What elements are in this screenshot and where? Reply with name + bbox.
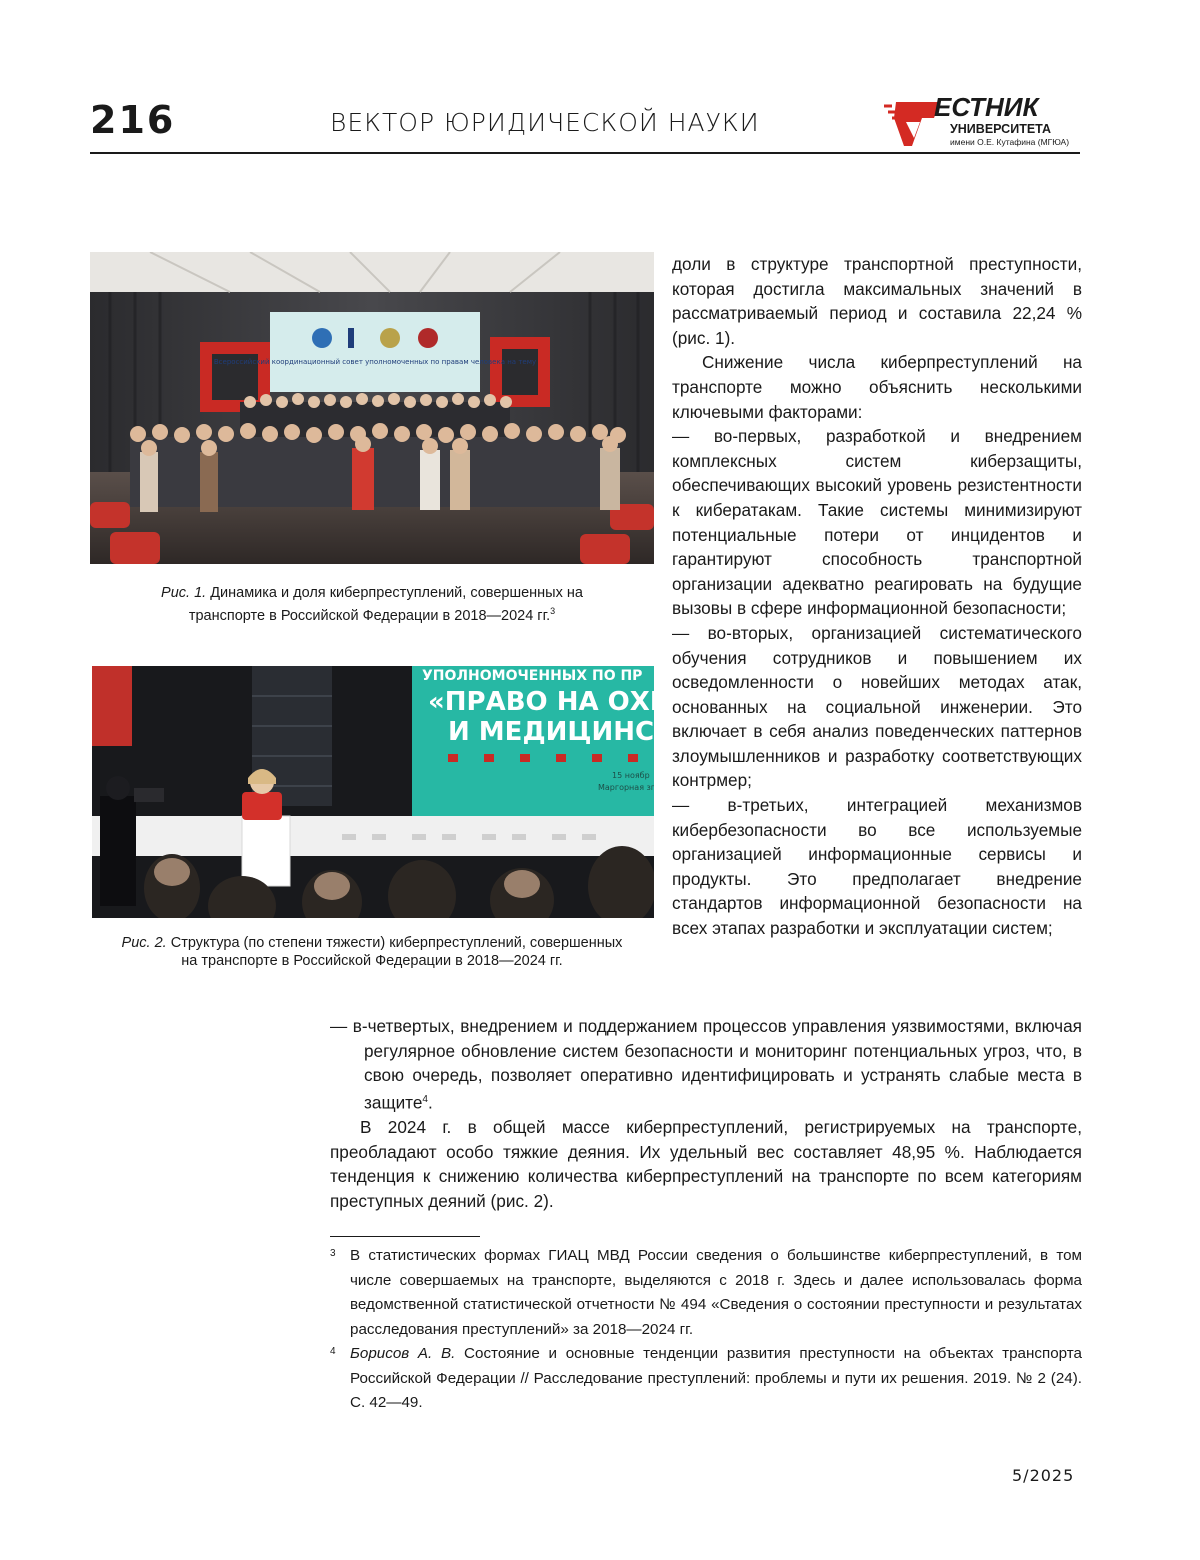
journal-logo <box>880 92 1080 152</box>
footnote-4-text: Состояние и основные тенденции развития преступности на объектах транспорта Российской Федерации // Расследование преступлений: проблемы и пути их решения. 2019. № 2 (24). С. 42—49. <box>350 1345 1082 1411</box>
footnote-ref-3: 3 <box>550 606 555 616</box>
wide-text <box>330 1014 1082 1213</box>
footnote-4-author: Борисов А. В. <box>350 1345 455 1362</box>
footnote-rule <box>330 1236 480 1237</box>
list-item-4-text: — в-четвертых, внедрением и поддержанием процессов управления уязвимостями, включая регулярное обновление систем безопасности и мониторинг потенциальных угроз, что, в свою очередь, позволяет оперативно идентифицировать и устранять слабые места в защите <box>330 1016 1082 1113</box>
screen-line-2: «ПРАВО НА ОХР <box>428 687 654 717</box>
footnotes <box>330 1244 1082 1416</box>
screen-line-1: УПОЛНОМОЧЕННЫХ ПО ПР <box>422 668 642 684</box>
footnote-ref-4: 4 <box>422 1094 428 1105</box>
footnote-4 <box>330 1342 1082 1416</box>
figure-2-caption <box>120 934 624 970</box>
figure-2-label: Рис. 2. <box>122 935 167 951</box>
list-item-3: — в-третьих, интеграцией механизмов кибербезопасности во все используемые организацией информационные сервисы и продукты. Это предполагает внедрение стандартов информационной безопасности на всех этапах разработки и эксплуатации систем; <box>672 793 1082 941</box>
logo-subtitle-small: имени О.Е. Кутафина (МГЮА) <box>950 137 1069 147</box>
footnote-3-number: 3 <box>330 1242 336 1267</box>
running-title: ВЕКТОР ЮРИДИЧЕСКОЙ НАУКИ <box>330 108 760 137</box>
figure-1-caption <box>140 584 604 625</box>
banner-text: Всероссийский координационный совет уполномоченных по правам человека на тему <box>214 358 536 366</box>
footnote-4-number: 4 <box>330 1340 336 1365</box>
figure-1-caption-text: Динамика и доля киберпреступлений, совершенных на транспорте в Российской Федерации в 2018—2024 гг. <box>189 585 583 624</box>
paragraph-3: В 2024 г. в общей массе киберпреступлений, регистрируемых на транспорте, преобладают особо тяжкие деяния. Их удельный вес составляет 48,95 %. Наблюдается тенденция к снижению количества киберпреступлений на транспорте по всем категориям преступных деяний (рис. 2). <box>330 1115 1082 1213</box>
speaker-photo-illustration <box>92 666 654 918</box>
logo-subtitle: УНИВЕРСИТЕТА <box>950 122 1051 136</box>
footnote-3 <box>330 1244 1082 1342</box>
paragraph-1: доли в структуре транспортной преступности, которая достигла максимальных значений в рассматриваемый период и составила 22,24 % (рис. 1). <box>672 252 1082 350</box>
figure-2-caption-text: Структура (по степени тяжести) киберпреступлений, совершенных на транспорте в Российской Федерации в 2018—2024 гг. <box>167 935 623 969</box>
paragraph-2: Снижение числа киберпреступлений на транспорте можно объяснить несколькими ключевыми факторами: <box>672 350 1082 424</box>
list-item-2: — во-вторых, организацией систематического обучения сотрудников и повышением их осведомленности о новейших методах атак, основанных на социальной инженерии. Это включает в себя анализ поведенческих паттернов злоумышленников и разработку соответствующих контрмер; <box>672 621 1082 793</box>
figure-1-label: Рис. 1. <box>161 585 206 601</box>
figure-1-photo <box>90 252 654 564</box>
list-item-4-end: . <box>428 1093 433 1113</box>
figure-2-photo <box>92 666 654 918</box>
right-column-text <box>672 252 1082 941</box>
screen-line-3: И МЕДИЦИНСК <box>448 717 654 747</box>
group-photo-illustration <box>90 252 654 564</box>
issue-number: 5/2025 <box>1012 1466 1074 1485</box>
screen-small-1: 15 ноябр <box>612 771 650 780</box>
header-rule <box>90 152 1080 154</box>
screen-small-2: Маргорная зг <box>598 783 654 792</box>
list-item-4 <box>330 1014 1082 1115</box>
page-number: 216 <box>90 98 175 142</box>
list-item-1: — во-первых, разработкой и внедрением комплексных систем киберзащиты, обеспечивающих высокий уровень резистентности к кибератакам. Такие системы минимизируют потенциальные потери от инцидентов и гарантируют способность транспортной организации адекватно реагировать на будущие вызовы в сфере информационной безопасности; <box>672 424 1082 621</box>
footnote-3-text: В статистических формах ГИАЦ МВД России сведения о большинстве киберпреступлений, в том числе совершаемых на транспорте, выделяются с 2018 г. Здесь и далее использовалась форма ведомственной статистической отчетности № 494 «Сведения о состоянии преступности и результатах расследования преступлений» за 2018—2024 гг. <box>350 1247 1082 1338</box>
logo-word: ЕСТНИК <box>934 92 1038 123</box>
